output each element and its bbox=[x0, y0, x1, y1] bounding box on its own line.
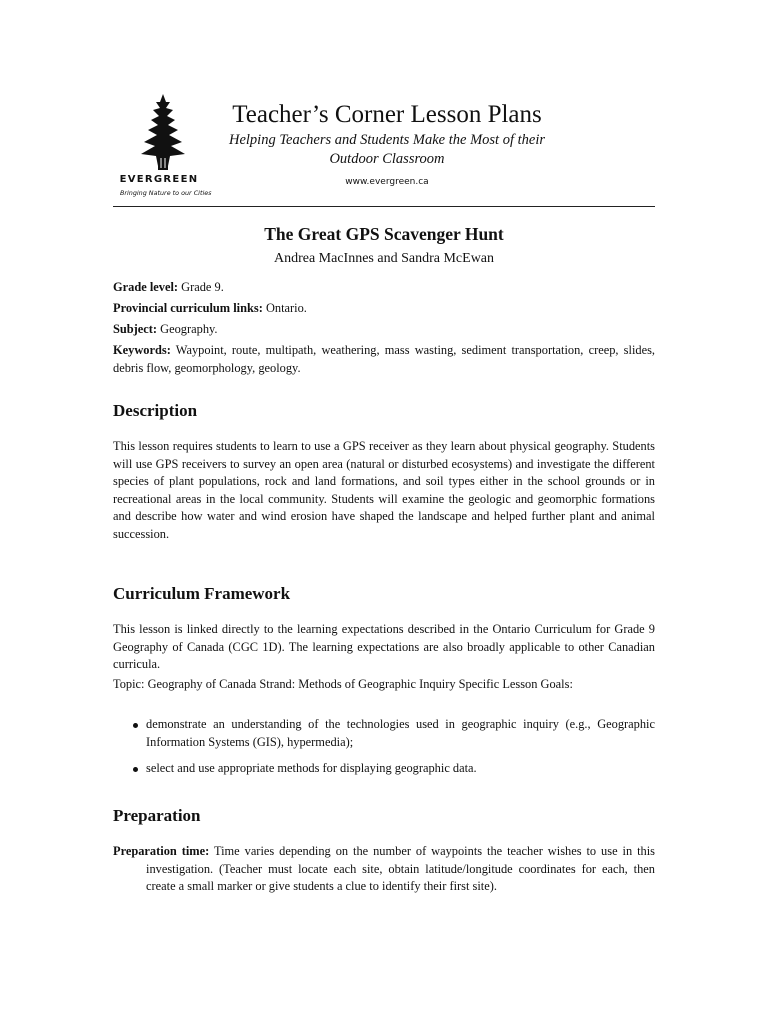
bullet-icon bbox=[133, 767, 138, 772]
meta-label: Keywords: bbox=[113, 343, 171, 357]
document-title: The Great GPS Scavenger Hunt bbox=[264, 224, 504, 244]
meta-subject bbox=[113, 321, 655, 339]
curriculum-paragraph: This lesson is linked directly to the learning expectations described in the Ontario Curriculum for Grade 9 Geography of Canada (CGC 1D). The learning expectations are also broadly applicable to other Canadian curricula. bbox=[113, 622, 655, 671]
logo-tagline: Bringing Nature to our Cities bbox=[120, 189, 212, 197]
meta-curriculum-links bbox=[113, 300, 655, 318]
meta-value: Geography. bbox=[157, 322, 218, 336]
meta-keywords bbox=[113, 342, 655, 377]
meta-label: Provincial curriculum links: bbox=[113, 301, 263, 315]
meta-value: Grade 9. bbox=[178, 280, 224, 294]
list-item-text: demonstrate an understanding of the technologies used in geographic inquiry (e.g., Geographic Information Systems (GIS), hypermedia); bbox=[146, 717, 655, 749]
preparation-time bbox=[113, 843, 655, 896]
logo-name: EVERGREEN bbox=[119, 174, 199, 185]
header-divider bbox=[113, 206, 655, 207]
meta-value: Waypoint, route, multipath, weathering, mass wasting, sediment transportation, creep, slides, debris flow, geomorphology, geology. bbox=[113, 343, 655, 375]
header-title: Teacher’s Corner Lesson Plans bbox=[232, 101, 542, 128]
meta-grade-level bbox=[113, 279, 655, 297]
goals-list bbox=[113, 716, 655, 778]
meta-label: Subject: bbox=[113, 322, 158, 336]
section-heading-preparation: Preparation bbox=[113, 806, 201, 825]
list-item bbox=[113, 716, 655, 751]
meta-value: Ontario. bbox=[262, 301, 307, 315]
description-paragraph: This lesson requires students to learn to use a GPS receiver as they learn about physical geography. Students will use GPS receivers to survey an open area (natural or disturbed ecosystems) and investigate the different species of plant populations, rock and land formations, and soil types either in the school grounds or in recreational areas in the local community. Students will examine the geologic and geomorphic formations and describe how water and wind erosion have shaped the landscape and helped further plant and animal succession. bbox=[113, 439, 655, 541]
header-url[interactable]: www.evergreen.ca bbox=[345, 177, 429, 187]
list-item bbox=[113, 760, 655, 778]
list-item-text: select and use appropriate methods for displaying geographic data. bbox=[146, 761, 477, 775]
section-heading-curriculum: Curriculum Framework bbox=[113, 584, 291, 603]
evergreen-tree-icon bbox=[137, 94, 189, 174]
evergreen-logo bbox=[113, 94, 223, 204]
preparation-text: Time varies depending on the number of waypoints the teacher wishes to use in this investigation. (Teacher must locate each site, obtain latitude/longitude coordinates for each, then create a small marker or give students a clue to identify their first site). bbox=[146, 844, 655, 893]
curriculum-topic: Topic: Geography of Canada Strand: Methods of Geographic Inquiry Specific Lesson Goals: bbox=[113, 677, 573, 691]
section-heading-description: Description bbox=[113, 401, 198, 420]
header-subtitle: Helping Teachers and Students Make the Most of their Outdoor Classroom bbox=[228, 132, 545, 167]
preparation-label: Preparation time: bbox=[113, 844, 210, 858]
document-authors: Andrea MacInnes and Sandra McEwan bbox=[273, 251, 495, 266]
meta-label: Grade level: bbox=[113, 280, 179, 294]
bullet-icon bbox=[133, 723, 138, 728]
